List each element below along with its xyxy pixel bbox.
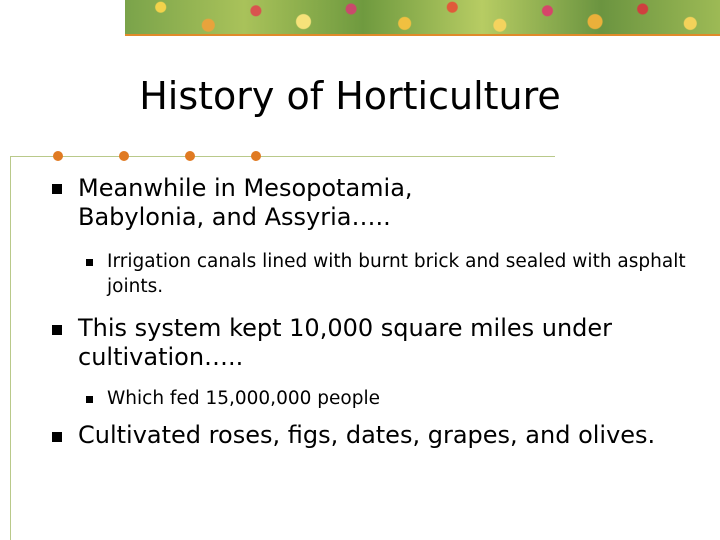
- bullet-square-icon: [52, 325, 62, 335]
- slide-title: History of Horticulture: [139, 74, 561, 118]
- title-divider: [10, 156, 555, 157]
- sub-bullet-square-icon: [86, 396, 93, 403]
- divider-dot-icon: [185, 151, 195, 161]
- bullet-text: Meanwhile in Mesopotamia, Babylonia, and Assyria…..: [78, 174, 413, 231]
- divider-dot-icon: [251, 151, 261, 161]
- sub-bullet-text: Which fed 15,000,000 people: [107, 388, 380, 409]
- divider-dot-icon: [53, 151, 63, 161]
- floral-banner-image: [125, 0, 720, 36]
- bullet-text: This system kept 10,000 square miles under cultivation…..: [78, 314, 613, 371]
- bullet-square-icon: [52, 432, 62, 442]
- bullet-text: Cultivated roses, figs, dates, grapes, and olives.: [78, 421, 656, 449]
- sub-bullet-square-icon: [86, 259, 93, 266]
- left-rule: [10, 156, 11, 540]
- divider-dot-icon: [119, 151, 129, 161]
- banner-border: [125, 34, 720, 36]
- bullet-square-icon: [52, 184, 62, 194]
- sub-bullet-text: Irrigation canals lined with burnt brick and sealed with asphalt joints.: [107, 251, 686, 297]
